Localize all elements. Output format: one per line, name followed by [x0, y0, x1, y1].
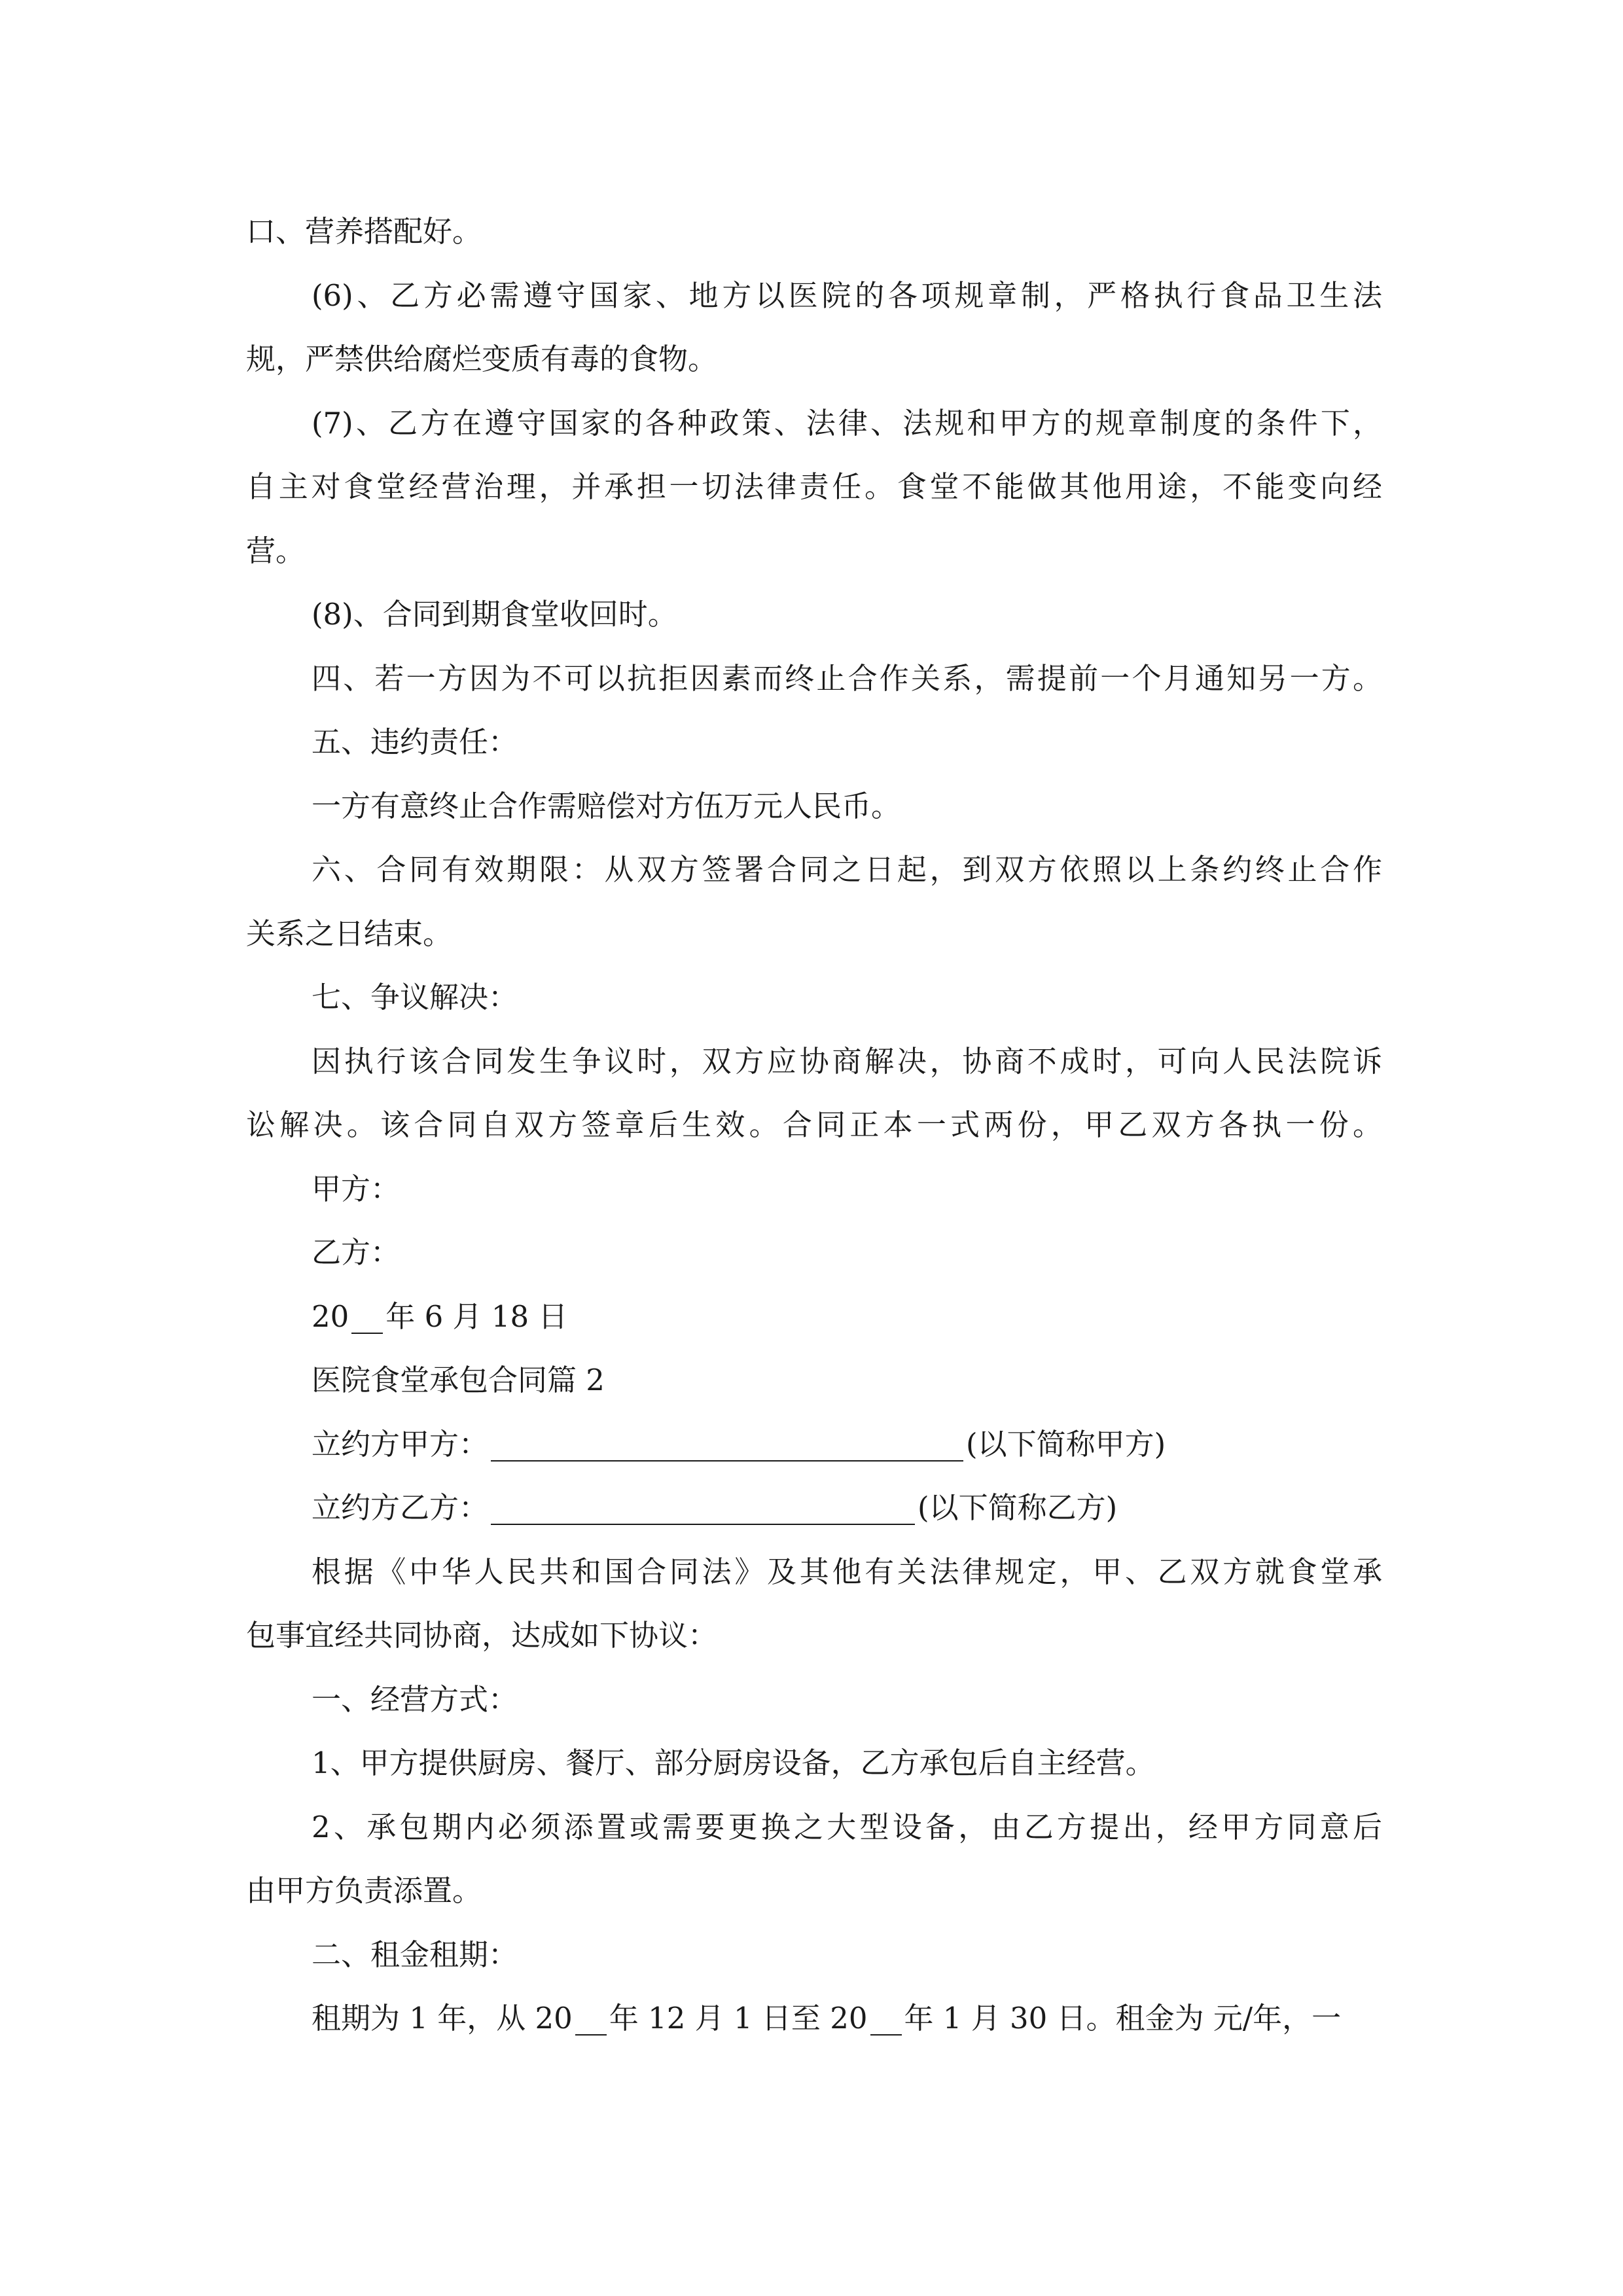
- text-line: 规，严禁供给腐烂变质有毒的食物。: [246, 342, 718, 376]
- party-a-blank: [491, 1429, 963, 1462]
- text-line: 四、若一方因为不可以抗拒因素而终止合作关系，需提前一个月通知另一方。: [312, 660, 1382, 696]
- text-line: 口、营养搭配好。: [246, 214, 482, 249]
- lease-term-part: 年 1 月 30 日。租金为 元/年，一: [904, 2001, 1342, 2036]
- text-line: 由甲方负责添置。: [246, 1873, 482, 1908]
- date-rest: 年 6 月 18 日: [385, 1299, 568, 1334]
- section-heading: 一、经营方式：: [312, 1681, 518, 1717]
- text-line: 营。: [246, 533, 306, 568]
- party-a-line: [246, 1412, 1382, 1477]
- text-line: 讼解决。该合同自双方签章后生效。合同正本一式两份，甲乙双方各执一份。: [246, 1107, 1382, 1142]
- text-line: 1、甲方提供厨房、餐厅、部分厨房设备，乙方承包后自主经营。: [312, 1746, 1155, 1780]
- party-a-note: (以下简称甲方): [966, 1426, 1166, 1462]
- lease-term-line: [246, 1986, 1382, 2051]
- lease-end-year-blank: [870, 2003, 902, 2036]
- party-b-label: 立约方乙方：: [312, 1490, 489, 1525]
- section-heading: 二、租金租期：: [312, 1937, 518, 1972]
- text-line: 六、合同有效期限：从双方签署合同之日起，到双方依照以上条约终止合作: [312, 852, 1382, 887]
- party-b-blank: [491, 1493, 915, 1525]
- date-year-blank: [351, 1302, 383, 1334]
- text-line: 因执行该合同发生争议时，双方应协商解决，协商不成时，可向人民法院诉: [312, 1043, 1382, 1079]
- text-line: (7)、乙方在遵守国家的各种政策、法律、法规和甲方的规章制度的条件下，: [312, 405, 1382, 440]
- party-b-signature-label: 乙方：: [312, 1235, 401, 1270]
- text-line: 2、承包期内必须添置或需要更换之大型设备，由乙方提出，经甲方同意后: [312, 1809, 1382, 1844]
- text-line: 包事宜经共同协商，达成如下协议：: [246, 1618, 718, 1653]
- text-line: 根据《中华人民共和国合同法》及其他有关法律规定，甲、乙双方就食堂承: [312, 1554, 1382, 1589]
- party-a-label: 立约方甲方：: [312, 1426, 489, 1462]
- text-line: 自主对食堂经营治理，并承担一切法律责任。食堂不能做其他用途，不能变向经: [246, 469, 1382, 504]
- text-line: (8)、合同到期食堂收回时。: [312, 597, 677, 632]
- text-line: 关系之日结束。: [246, 916, 453, 951]
- signing-date: [246, 1285, 1382, 1349]
- lease-term-part: 租期为 1 年，从 20: [312, 2001, 573, 2036]
- party-a-signature-label: 甲方：: [312, 1171, 401, 1206]
- contract-2-title: 医院食堂承包合同篇 2: [312, 1363, 605, 1397]
- party-b-line: [246, 1476, 1382, 1540]
- text-line: 一方有意终止合作需赔偿对方伍万元人民币。: [312, 788, 901, 823]
- date-year-prefix: 20: [312, 1299, 349, 1334]
- contract-body: [246, 200, 1382, 2051]
- section-heading: 七、争议解决：: [312, 980, 518, 1014]
- text-line: (6)、乙方必需遵守国家、地方以医院的各项规章制，严格执行食品卫生法: [312, 278, 1382, 313]
- party-b-note: (以下简称乙方): [918, 1490, 1118, 1525]
- lease-start-year-blank: [575, 2003, 607, 2036]
- lease-term-part: 年 12 月 1 日至 20: [609, 2001, 868, 2036]
- section-heading: 五、违约责任：: [312, 725, 518, 759]
